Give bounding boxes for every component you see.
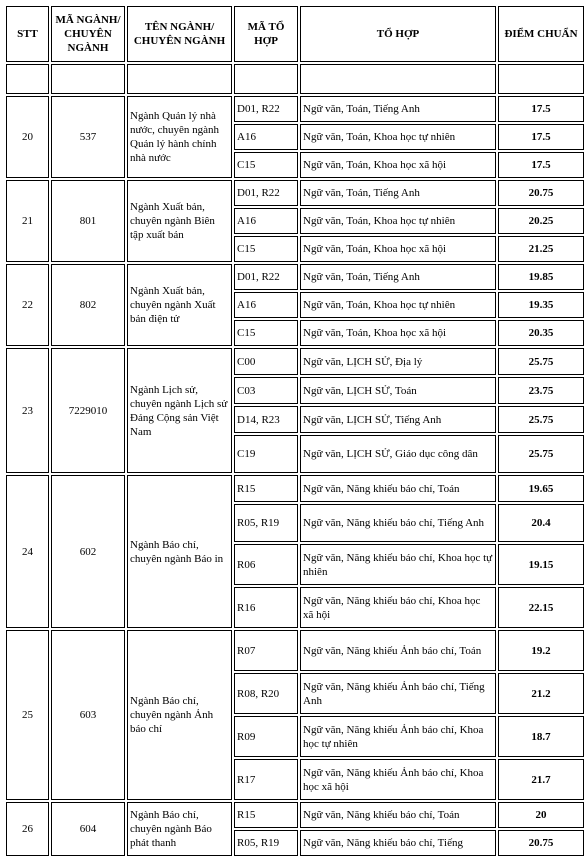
score-cell: 22.15 [498,587,584,628]
subjects-cell: Ngữ văn, Năng khiếu báo chí, Tiếng Anh [300,504,496,542]
score-cell: 25.75 [498,348,584,375]
subjects-cell: Ngữ văn, LỊCH SỬ, Địa lý [300,348,496,375]
subjects-cell: Ngữ văn, Toán, Tiếng Anh [300,96,496,122]
subjects-cell: Ngữ văn, Năng khiếu báo chí, Tiếng [300,830,496,856]
combo-code-cell: R05, R19 [234,830,298,856]
header-to-hop: TỔ HỢP [300,6,496,62]
combo-code-cell: D01, R22 [234,180,298,206]
score-cell: 17.5 [498,152,584,178]
score-cell: 21.7 [498,759,584,800]
stt-cell: 20 [6,96,49,178]
subjects-cell: Ngữ văn, Năng khiếu báo chí, Toán [300,475,496,502]
combo-code-cell: C19 [234,435,298,473]
score-cell: 20.75 [498,180,584,206]
subjects-cell: Ngữ văn, Năng khiếu Ảnh báo chí, Khoa học xã hội [300,759,496,800]
table-row [6,348,584,375]
combo-code-cell: C15 [234,152,298,178]
stt-cell: 24 [6,475,49,628]
subjects-cell: Ngữ văn, Năng khiếu báo chí, Khoa học tự nhiên [300,544,496,585]
header-ma-to-hop: MÃ TỔ HỢP [234,6,298,62]
score-cell: 19.35 [498,292,584,318]
subjects-cell: Ngữ văn, Năng khiếu báo chí, Khoa học xã hội [300,587,496,628]
combo-code-cell: A16 [234,124,298,150]
program-name-cell: Ngành Báo chí, chuyên ngành Báo phát thanh [127,802,232,856]
subjects-cell: Ngữ văn, Toán, Khoa học tự nhiên [300,292,496,318]
combo-code-cell: D01, R22 [234,96,298,122]
combo-code-cell: R08, R20 [234,673,298,714]
score-cell: 18.7 [498,716,584,757]
stt-cell: 26 [6,802,49,856]
header-ten-nganh: TÊN NGÀNH/ CHUYÊN NGÀNH [127,6,232,62]
combo-code-cell: R16 [234,587,298,628]
program-name-cell: Ngành Xuất bản, chuyên ngành Xuất bản điện tử [127,264,232,346]
header-row [6,6,584,62]
program-code-cell: 802 [51,264,125,346]
score-cell: 17.5 [498,124,584,150]
table-row [6,475,584,502]
program-name-cell: Ngành Xuất bản, chuyên ngành Biên tập xuất bản [127,180,232,262]
score-cell: 25.75 [498,406,584,433]
combo-code-cell: C03 [234,377,298,404]
combo-code-cell: R07 [234,630,298,671]
combo-code-cell: C15 [234,320,298,346]
combo-code-cell: R05, R19 [234,504,298,542]
stt-cell: 22 [6,264,49,346]
score-cell: 20.75 [498,830,584,856]
subjects-cell: Ngữ văn, Năng khiếu Ảnh báo chí, Tiếng Anh [300,673,496,714]
admission-score-table [4,4,586,858]
subjects-cell: Ngữ văn, Toán, Tiếng Anh [300,180,496,206]
combo-code-cell: R09 [234,716,298,757]
program-code-cell: 602 [51,475,125,628]
table-row [6,180,584,206]
combo-code-cell: A16 [234,292,298,318]
subjects-cell: Ngữ văn, Toán, Khoa học xã hội [300,152,496,178]
combo-code-cell: R17 [234,759,298,800]
subjects-cell: Ngữ văn, Năng khiếu Ảnh báo chí, Khoa học tự nhiên [300,716,496,757]
subjects-cell: Ngữ văn, Năng khiếu báo chí, Toán [300,802,496,828]
score-cell: 20.35 [498,320,584,346]
blank-cell [234,64,298,94]
blank-cell [127,64,232,94]
header-diem-chuan: ĐIỂM CHUẨN [498,6,584,62]
score-cell: 19.2 [498,630,584,671]
program-code-cell: 603 [51,630,125,800]
subjects-cell: Ngữ văn, Toán, Tiếng Anh [300,264,496,290]
blank-cell [6,64,49,94]
score-cell: 20 [498,802,584,828]
stt-cell: 21 [6,180,49,262]
score-cell: 23.75 [498,377,584,404]
combo-code-cell: A16 [234,208,298,234]
program-name-cell: Ngành Lịch sử, chuyên ngành Lịch sử Đảng Cộng sản Việt Nam [127,348,232,473]
header-ma-nganh: MÃ NGÀNH/ CHUYÊN NGÀNH [51,6,125,62]
score-cell: 20.25 [498,208,584,234]
table-row [6,96,584,122]
blank-cell [498,64,584,94]
subjects-cell: Ngữ văn, LỊCH SỬ, Toán [300,377,496,404]
header-stt: STT [6,6,49,62]
blank-cell [51,64,125,94]
program-code-cell: 604 [51,802,125,856]
subjects-cell: Ngữ văn, LỊCH SỬ, Tiếng Anh [300,406,496,433]
program-code-cell: 7229010 [51,348,125,473]
score-cell: 20.4 [498,504,584,542]
combo-code-cell: C00 [234,348,298,375]
program-name-cell: Ngành Báo chí, chuyên ngành Báo in [127,475,232,628]
table-row [6,264,584,290]
combo-code-cell: R15 [234,475,298,502]
program-code-cell: 801 [51,180,125,262]
combo-code-cell: D01, R22 [234,264,298,290]
subjects-cell: Ngữ văn, Năng khiếu Ảnh báo chí, Toán [300,630,496,671]
score-cell: 19.15 [498,544,584,585]
combo-code-cell: R06 [234,544,298,585]
score-cell: 21.2 [498,673,584,714]
table-row [6,630,584,671]
blank-cell [300,64,496,94]
table-row [6,802,584,828]
score-cell: 21.25 [498,236,584,262]
subjects-cell: Ngữ văn, LỊCH SỬ, Giáo dục công dân [300,435,496,473]
combo-code-cell: D14, R23 [234,406,298,433]
combo-code-cell: C15 [234,236,298,262]
subjects-cell: Ngữ văn, Toán, Khoa học tự nhiên [300,208,496,234]
program-name-cell: Ngành Quản lý nhà nước, chuyên ngành Quản lý hành chính nhà nước [127,96,232,178]
subjects-cell: Ngữ văn, Toán, Khoa học xã hội [300,236,496,262]
subjects-cell: Ngữ văn, Toán, Khoa học tự nhiên [300,124,496,150]
stt-cell: 23 [6,348,49,473]
score-cell: 19.85 [498,264,584,290]
stt-cell: 25 [6,630,49,800]
score-cell: 19.65 [498,475,584,502]
score-cell: 25.75 [498,435,584,473]
program-name-cell: Ngành Báo chí, chuyên ngành Ảnh báo chí [127,630,232,800]
program-code-cell: 537 [51,96,125,178]
blank-row [6,64,584,94]
score-cell: 17.5 [498,96,584,122]
subjects-cell: Ngữ văn, Toán, Khoa học xã hội [300,320,496,346]
combo-code-cell: R15 [234,802,298,828]
